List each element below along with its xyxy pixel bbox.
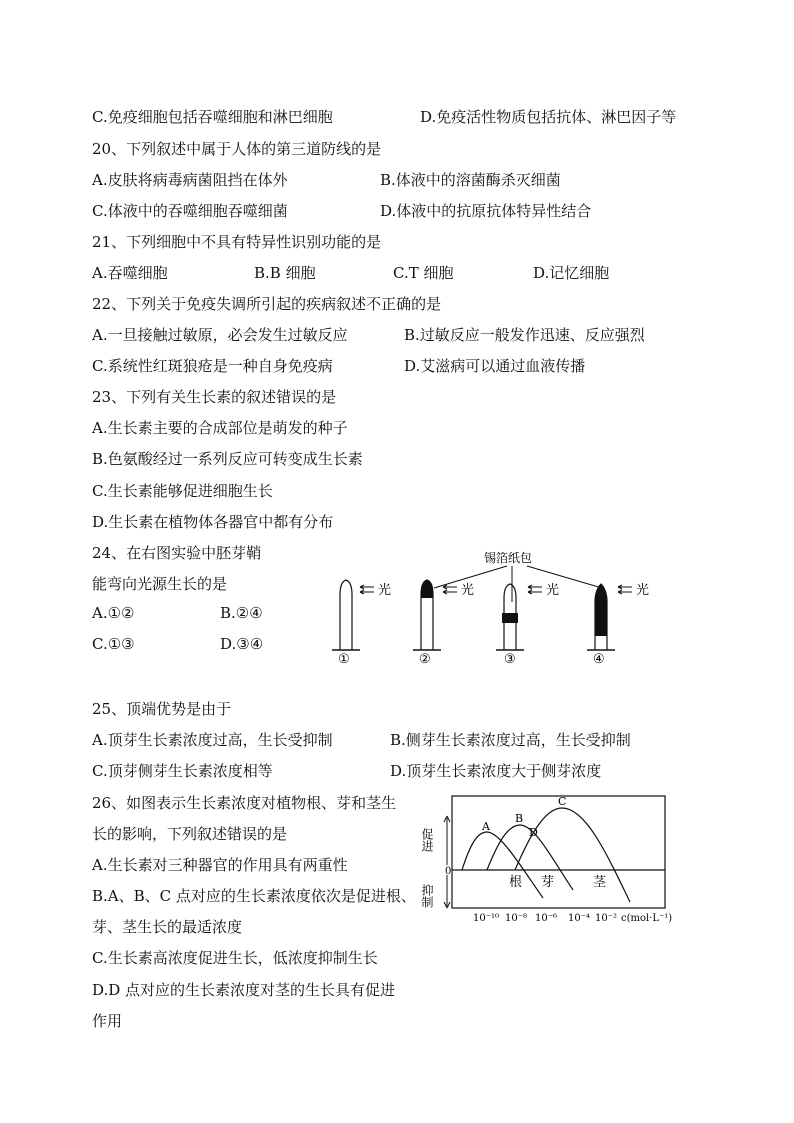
q22-stem: 22、下列关于免疫失调所引起的疾病叙述不正确的是 [92, 295, 442, 313]
foil-label: 锡箔纸包 [484, 551, 533, 565]
q22-option-c: C.系统性红斑狼疮是一种自身免疫病 [92, 357, 333, 375]
light-arrows-2 [443, 585, 457, 594]
q25-option-a: A.顶芽生长素浓度过高，生长受抑制 [92, 731, 333, 749]
q26-option-d-line1: D.D 点对应的生长素浓度对茎的生长具有促进 [92, 981, 396, 999]
x-tick-2: 10⁻⁸ [505, 913, 528, 924]
q22-option-b: B.过敏反应一般发作迅速、反应强烈 [404, 326, 645, 344]
q24-stem-line2: 能弯向光源生长的是 [92, 575, 228, 593]
peak-a: A [482, 820, 490, 833]
peak-c: C [558, 795, 567, 808]
q25-stem: 25、顶端优势是由于 [92, 700, 232, 718]
label-bud: 芽 [541, 875, 555, 890]
q21-option-b: B.B 细胞 [254, 264, 316, 282]
q23-option-b: B.色氨酸经过一系列反应可转变成生长素 [92, 450, 363, 468]
q19-option-c: C.免疫细胞包括吞噬细胞和淋巴细胞 [92, 108, 333, 126]
q20-option-b: B.体液中的溶菌酶杀灭细菌 [380, 171, 561, 189]
q25-option-c: C.顶芽侧芽生长素浓度相等 [92, 762, 273, 780]
q26-option-b-line2: 芽、茎生长的最适浓度 [92, 918, 243, 936]
q25-option-b: B.侧芽生长素浓度过高，生长受抑制 [390, 731, 631, 749]
q26-option-a: A.生长素对三种器官的作用具有两重性 [92, 856, 348, 874]
coleoptile-3 [496, 584, 524, 650]
light-label-1: 光 [378, 583, 392, 598]
q20-option-d: D.体液中的抗原抗体特异性结合 [380, 202, 592, 220]
q20-stem: 20、下列叙述中属于人体的第三道防线的是 [92, 140, 382, 158]
curve-root [462, 832, 543, 898]
light-arrows-4 [618, 585, 632, 594]
q24-option-c: C.①③ [92, 635, 135, 653]
q23-option-d: D.生长素在植物体各器官中都有分布 [92, 513, 334, 531]
q22-option-d: D.艾滋病可以通过血液传播 [404, 357, 586, 375]
q26-option-c: C.生长素高浓度促进生长，低浓度抑制生长 [92, 949, 378, 967]
zero-label: 0 [445, 866, 452, 877]
coleoptile-figure [322, 540, 662, 670]
light-arrows-1 [360, 585, 374, 594]
q24-option-d: D.③④ [220, 635, 264, 653]
coleoptile-4 [587, 584, 615, 650]
q21-option-a: A.吞噬细胞 [92, 264, 168, 282]
q21-option-d: D.记忆细胞 [533, 264, 610, 282]
coleoptile-1 [332, 580, 360, 650]
q24-option-a: A.①② [92, 604, 135, 622]
x-tick-4: 10⁻⁴ [568, 913, 591, 924]
q23-option-a: A.生长素主要的合成部位是萌发的种子 [92, 419, 348, 437]
q24-stem-line1: 24、在右图实验中胚芽鞘 [92, 544, 262, 562]
q19-option-d: D.免疫活性物质包括抗体、淋巴因子等 [420, 108, 677, 126]
q23-option-c: C.生长素能够促进细胞生长 [92, 482, 273, 500]
light-label-2: 光 [461, 583, 475, 598]
q26-stem-line2: 长的影响，下列叙述错误的是 [92, 825, 288, 843]
auxin-chart [420, 790, 695, 930]
label-1: ① [338, 652, 350, 667]
point-d: D [529, 826, 538, 839]
q26-option-d-line2: 作用 [92, 1012, 123, 1030]
light-arrows-3 [528, 585, 542, 594]
q26-stem-line1: 26、如图表示生长素浓度对植物根、芽和茎生 [92, 794, 397, 812]
peak-b: B [515, 812, 524, 825]
q20-option-a: A.皮肤将病毒病菌阻挡在体外 [92, 171, 288, 189]
coleoptile-2 [413, 580, 441, 650]
x-unit: c(mol·L⁻¹) [621, 913, 673, 924]
ylabel-inhibit: 抑制 [420, 884, 434, 908]
q24-option-b: B.②④ [220, 604, 263, 622]
label-3: ③ [504, 652, 516, 667]
q21-stem: 21、下列细胞中不具有特异性识别功能的是 [92, 233, 382, 251]
q21-option-c: C.T 细胞 [393, 264, 454, 282]
q23-stem: 23、下列有关生长素的叙述错误的是 [92, 388, 337, 406]
q26-option-b-line1: B.A、B、C 点对应的生长素浓度依次是促进根、 [92, 887, 416, 905]
label-2: ② [419, 652, 431, 667]
x-tick-3: 10⁻⁶ [535, 913, 558, 924]
x-tick-1: 10⁻¹⁰ [473, 913, 500, 924]
light-label-4: 光 [636, 583, 650, 598]
q25-option-d: D.顶芽生长素浓度大于侧芽浓度 [390, 762, 602, 780]
chart-frame [452, 796, 665, 908]
q20-option-c: C.体液中的吞噬细胞吞噬细菌 [92, 202, 288, 220]
label-stem: 茎 [593, 875, 607, 890]
label-root: 根 [509, 875, 523, 890]
q22-option-a: A.一旦接触过敏原，必会发生过敏反应 [92, 326, 348, 344]
curve-stem [515, 808, 630, 902]
light-label-3: 光 [546, 583, 560, 598]
label-4: ④ [593, 652, 605, 667]
ylabel-promote: 促进 [420, 828, 434, 852]
x-tick-5: 10⁻² [595, 913, 618, 924]
